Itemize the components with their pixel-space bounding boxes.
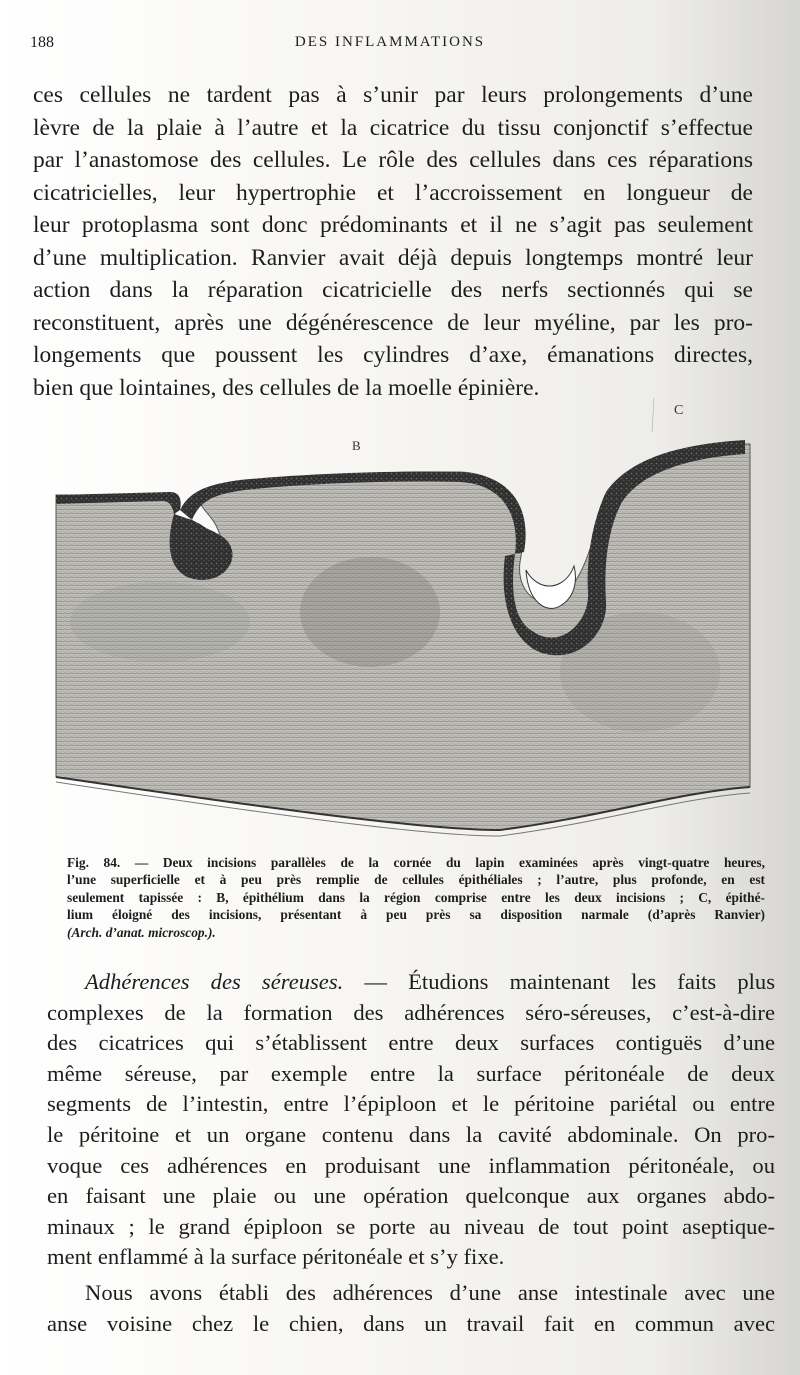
text-line: d’une multiplication. Ranvier avait déjà depuis longtemps montré leur — [33, 244, 753, 271]
text-line: Nous avons établi des adhérences d’une anse intestinale avec une — [85, 1280, 775, 1305]
text-line: segments de l’intestin, entre l’épiploon et le péritoine pariétal ou entre — [47, 1091, 775, 1117]
caption-line: (Arch. d’anat. microscop.). — [67, 924, 216, 940]
text-line: même séreuse, par exemple entre la surface péritonéale de deux — [47, 1060, 775, 1086]
text-line: anse voisine chez le chien, dans un travail fait en commun avec — [47, 1310, 775, 1336]
text-line: voque ces adhérences en produisant une inflammation péritonéale, ou — [47, 1152, 775, 1178]
caption-line: Fig. 84. — Deux incisions parallèles de la cornée du lapin examinées après vingt-quatre heures, — [67, 855, 765, 870]
text-line: leur protoplasma sont donc prédominants et il ne s’agit pas seulement — [33, 212, 753, 238]
text-line: longements que poussent les cylindres d’axe, émanations directes, — [33, 342, 753, 368]
caption-line: seulement tapissée : B, épithélium dans la région comprise entre les deux incisions ; C, épithé- — [67, 889, 765, 905]
running-header — [30, 30, 750, 54]
text-line: bien que lointaines, des cellules de la moelle épinière. — [33, 374, 540, 401]
text-line: complexes de la formation des adhérences séro-séreuses, c’est-à-dire — [47, 999, 775, 1025]
caption-line: l’une superficielle et à peu près remplie de cellules épithéliales ; l’autre, plus profonde, en est — [67, 872, 765, 888]
text-line: des cicatrices qui s’établissent entre deux surfaces contiguës d’une — [47, 1030, 775, 1056]
paragraph-2 — [47, 967, 775, 1273]
figure-84-cornea-illustration — [40, 392, 760, 842]
text-line: le péritoine et un organe contenu dans la cavité abdominale. On pro- — [47, 1121, 775, 1147]
text-line: par l’anastomose des cellules. Le rôle des cellules dans ces réparations — [33, 147, 753, 173]
paragraph-3 — [47, 1278, 775, 1339]
text-line: minaux ; le grand épiploon se porte au niveau de tout point aseptique- — [47, 1213, 775, 1239]
text-line: lèvre de la plaie à l’autre et la cicatrice du tissu conjonctif s’effectue — [33, 114, 753, 141]
cornea-engraving — [40, 392, 760, 842]
page-number: 188 — [30, 34, 54, 51]
text-line: cicatricielles, leur hypertrophie et l’accroissement en longueur de — [33, 179, 753, 206]
text-line: ces cellules ne tardent pas à s’unir par leurs prolongements d’une — [33, 82, 753, 108]
text-line: ment enflammé à la surface péritonéale et s’y fixe. — [47, 1244, 505, 1270]
text-line: reconstituent, après une dégénérescence de leur myéline, par les pro- — [33, 309, 753, 336]
paragraph-1 — [33, 79, 753, 404]
caption-line: lium éloigné des incisions, présentant à peu près sa disposition narmale (d’après Ranvier) — [67, 907, 765, 923]
section-heading: Adhérences des séreuses. — [85, 969, 344, 994]
text-line: en faisant une plaie ou une opération quelconque aux organes abdo- — [47, 1183, 775, 1209]
figure-caption — [45, 854, 765, 941]
running-title: DES INFLAMMATIONS — [294, 34, 486, 50]
text-line: action dans la réparation cicatricielle des nerfs sectionnés qui se — [33, 277, 753, 303]
label-c: C — [674, 403, 684, 418]
label-b: B — [352, 438, 361, 453]
heading-continuation: — Étudions maintenant les faits plus — [343, 969, 775, 994]
text-line — [47, 967, 775, 998]
